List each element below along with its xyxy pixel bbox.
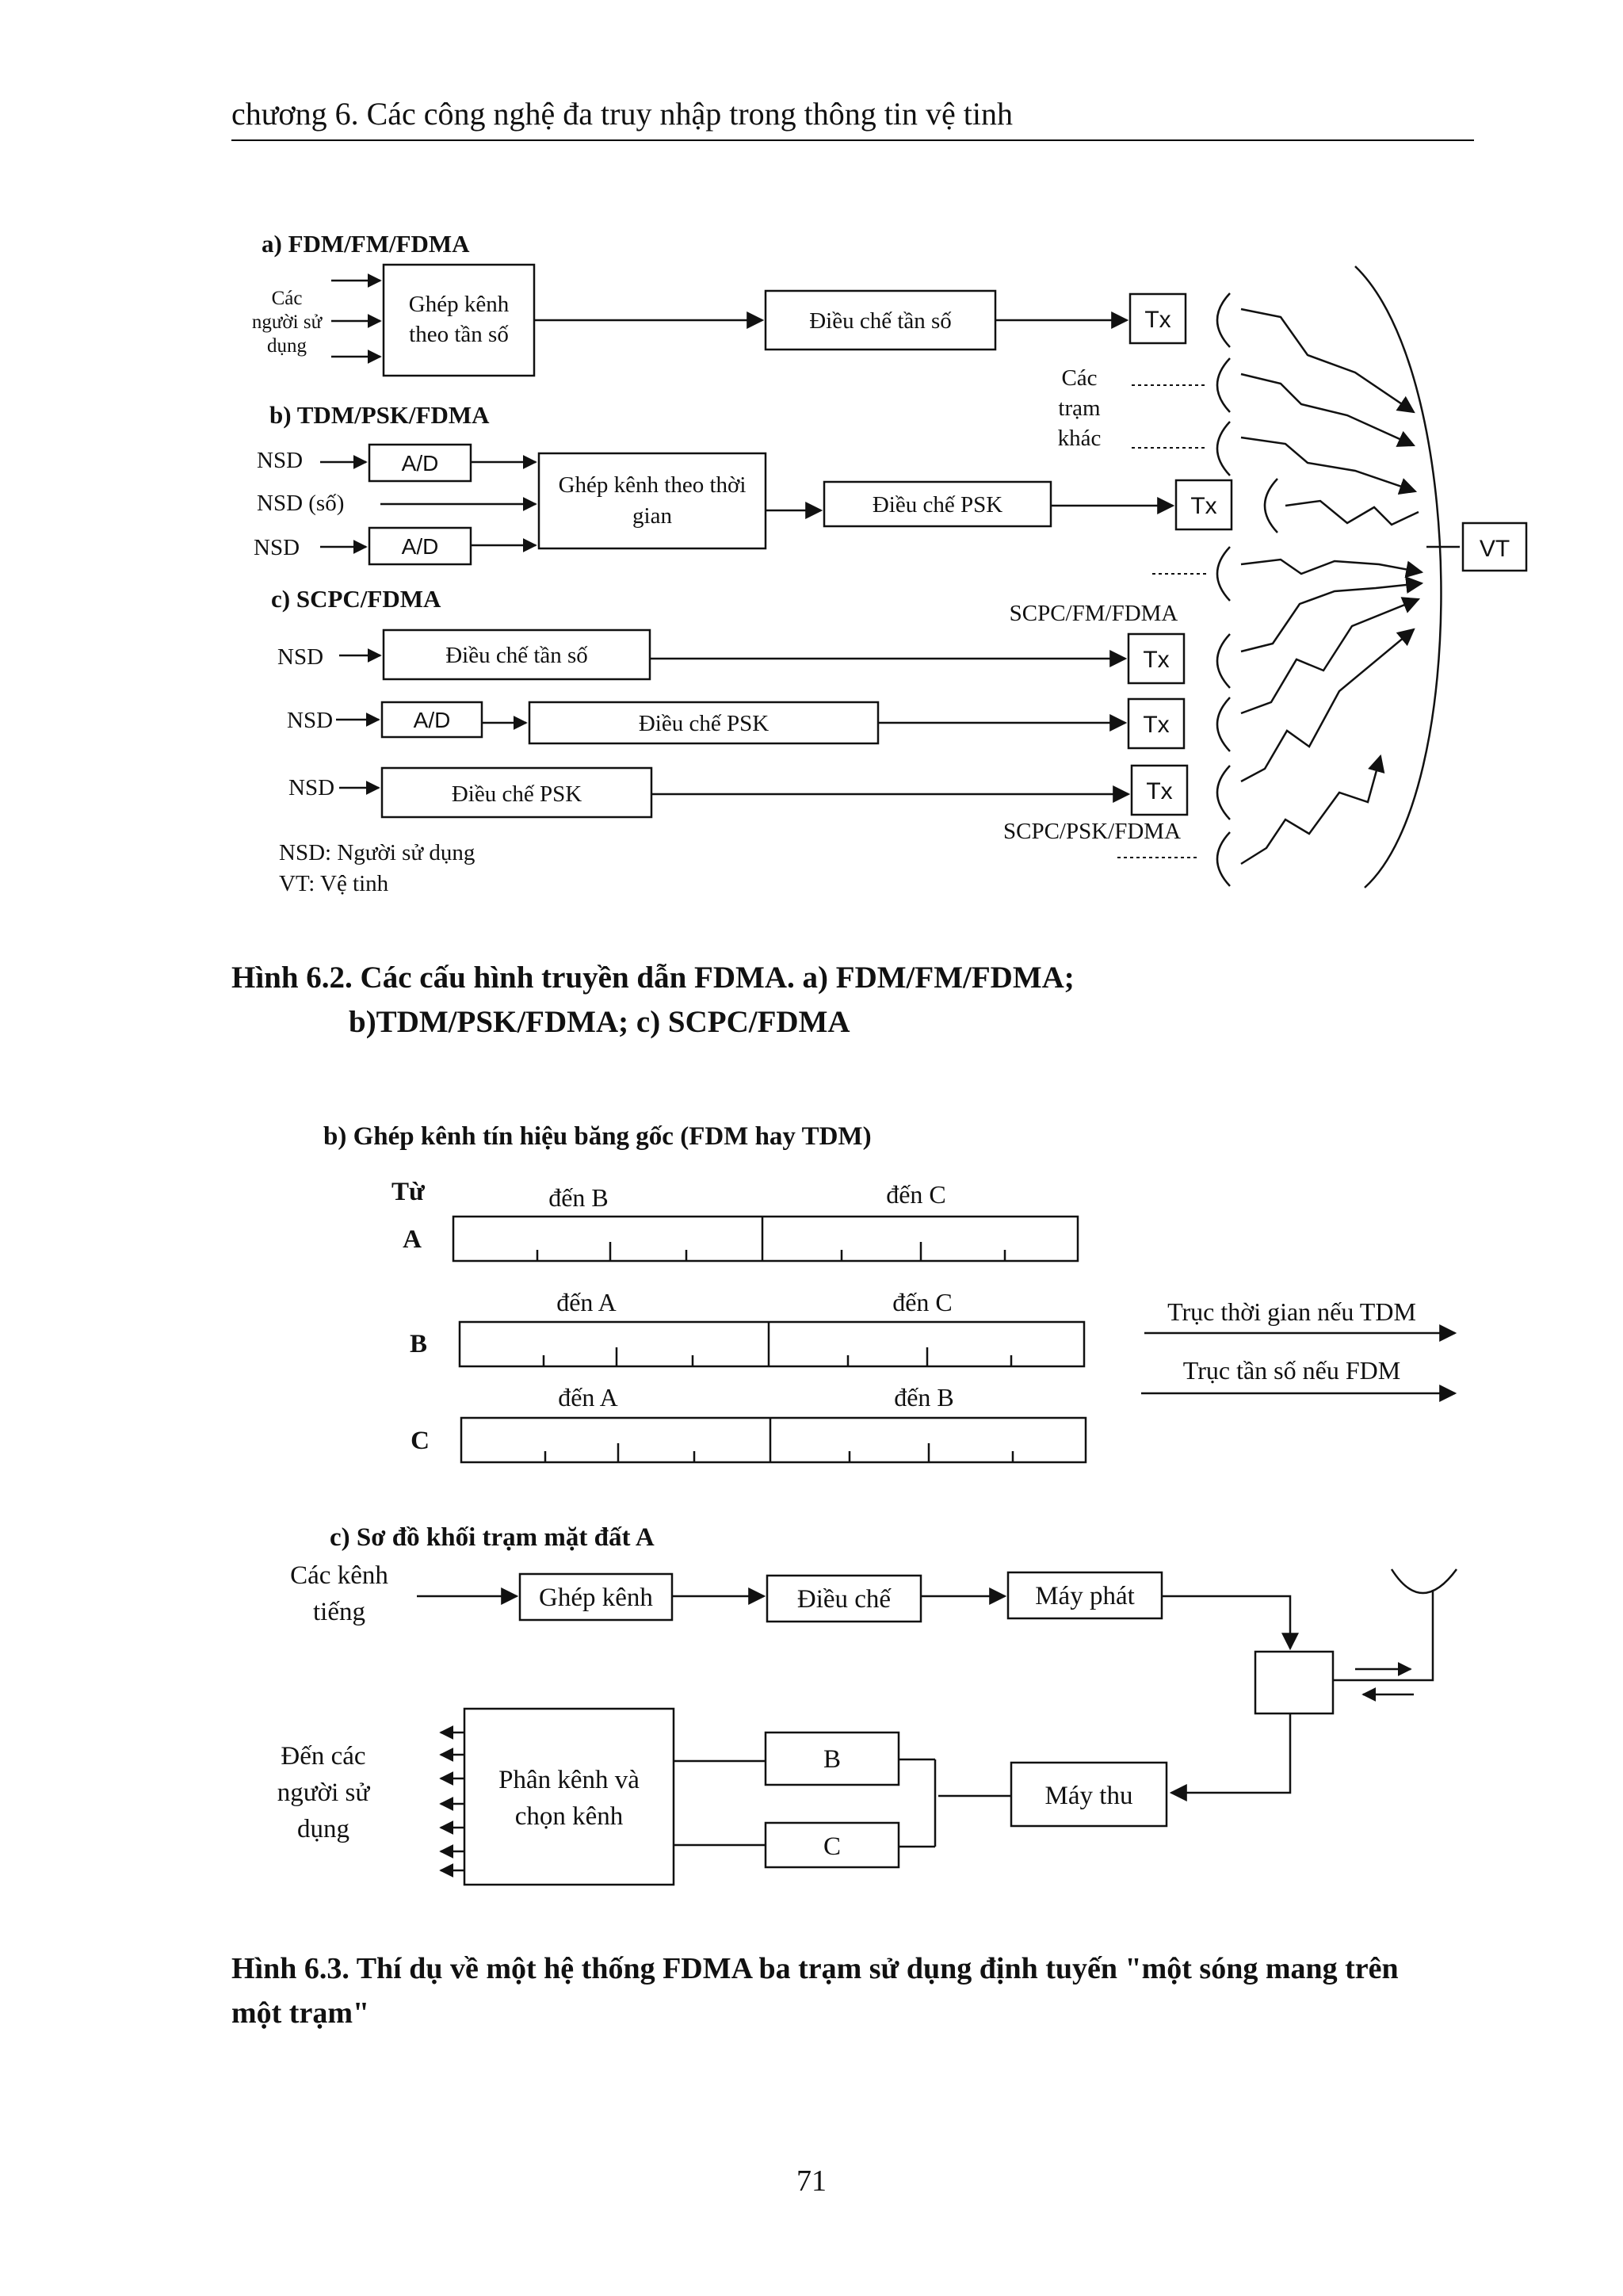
filter-c-label: C [823,1832,842,1861]
scpc-fm-modulator-label: Điều chế tần số [445,643,588,668]
section-a-label: a) FDM/FM/FDMA [262,230,470,258]
output-label-3: dụng [297,1815,349,1843]
row-a-left-label: đến B [548,1183,609,1212]
scpc-psk-modulator-label-1: Điều chế PSK [638,711,769,736]
satellite-envelope [1355,266,1441,888]
demux-box [464,1709,674,1885]
nsd-b3: NSD [254,535,300,560]
other-stations-3: khác [1057,426,1102,451]
row-label-b: B [409,1330,428,1358]
row-a-frame [453,1217,1078,1261]
filter-b-label: B [823,1745,842,1774]
figure-6-2-caption-line-1: Hình 6.2. Các cấu hình truyền dẫn FDMA. a) FDM/FM/FDMA; [231,961,1075,995]
tx-label-c3: Tx [1146,778,1173,804]
axis-tdm-label: Trục thời gian nếu TDM [1167,1297,1416,1326]
mux-label: Ghép kênh [539,1584,653,1612]
row-b-left-label: đến A [556,1288,617,1316]
legend-nsd: NSD: Người sử dụng [279,840,475,865]
nsd-c1: NSD [277,644,324,670]
station-block-title: c) Sơ đồ khối trạm mặt đất A [330,1523,655,1552]
nsd-b1: NSD [257,448,304,473]
output-label-1: Đến các [281,1742,366,1771]
antenna-dishes [1217,293,1277,886]
section-b-label: b) TDM/PSK/FDMA [269,401,490,429]
page-number: 71 [796,2164,827,2198]
from-label: Từ [391,1178,425,1206]
row-c-right-label: đến B [894,1383,954,1412]
input-label-1: Các kênh [290,1561,388,1590]
receiver-label: Máy thu [1044,1782,1133,1810]
row-c-left-label: đến A [558,1383,618,1412]
fdm-mux-label-1: Ghép kênh [408,292,510,317]
tdm-mux-label-2: gian [632,503,672,529]
nsd-b2: NSD (số) [257,491,345,516]
figure-6-3-caption-line-2: một trạm" [231,1996,370,2030]
other-stations-1: Các [1061,365,1098,391]
ad-label-2: A/D [401,534,439,559]
users-label-1: Các [271,288,303,309]
users-label-2: người sử [251,311,323,333]
psk-modulator-label: Điều chế PSK [872,492,1003,518]
tx-label-b: Tx [1190,493,1217,519]
ad-label-3: A/D [413,708,451,732]
scpc-psk-modulator-label-2: Điều chế PSK [451,781,582,807]
section-c-label: c) SCPC/FDMA [271,585,441,613]
demux-label-1: Phân kênh và [498,1766,640,1794]
figure-6-3-b [323,1122,1455,1462]
figure-6-3-c [277,1523,1457,1885]
row-label-c: C [411,1427,430,1455]
row-label-a: A [403,1225,422,1254]
fm-modulator-label: Điều chế tần số [809,308,952,334]
scpc-fm-label: SCPC/FM/FDMA [1009,601,1178,626]
tdm-mux-box [539,453,766,548]
transmitter-label: Máy phát [1035,1582,1135,1610]
duplexer-box [1255,1652,1333,1713]
figure-6-2-caption-line-2: b)TDM/PSK/FDMA; c) SCPC/FDMA [349,1005,850,1039]
row-c-frame [461,1418,1086,1462]
nsd-c2: NSD [287,708,334,733]
demux-label-2: chọn kênh [514,1802,624,1831]
output-label-2: người sử [277,1778,370,1807]
tx-label-a: Tx [1144,307,1171,333]
figure-6-2 [252,230,1526,896]
nsd-c3: NSD [288,775,335,800]
users-label-3: dụng [267,335,307,357]
axis-fdm-label: Trục tần số nếu FDM [1182,1356,1401,1385]
tx-label-c1: Tx [1143,647,1170,673]
uplink-signals [1241,309,1422,864]
input-label-2: tiếng [313,1598,365,1626]
other-stations-2: trạm [1058,395,1101,421]
fdm-mux-label-2: theo tần số [409,322,509,347]
figure-6-3-caption-line-1: Hình 6.3. Thí dụ về một hệ thống FDMA ba trạm sử dụng định tuyến "một sóng mang trên [231,1952,1399,1985]
tx-label-c2: Tx [1143,712,1170,738]
page-header: chương 6. Các công nghệ đa truy nhập trong thông tin vệ tinh [231,96,1013,132]
row-a-right-label: đến C [886,1180,946,1209]
modulator-label: Điều chế [796,1585,892,1614]
row-b-right-label: đến C [892,1288,953,1316]
fdm-mux-box [384,265,534,376]
row-b-frame [460,1322,1084,1366]
legend-vt: VT: Vệ tinh [279,871,389,896]
baseband-title: b) Ghép kênh tín hiệu băng gốc (FDM hay TDM) [323,1122,872,1151]
ad-label-1: A/D [401,451,439,476]
tdm-mux-label-1: Ghép kênh theo thời [558,472,747,498]
scpc-psk-label: SCPC/PSK/FDMA [1002,819,1182,844]
antenna-dish [1392,1569,1457,1593]
vt-label: VT [1479,536,1510,562]
